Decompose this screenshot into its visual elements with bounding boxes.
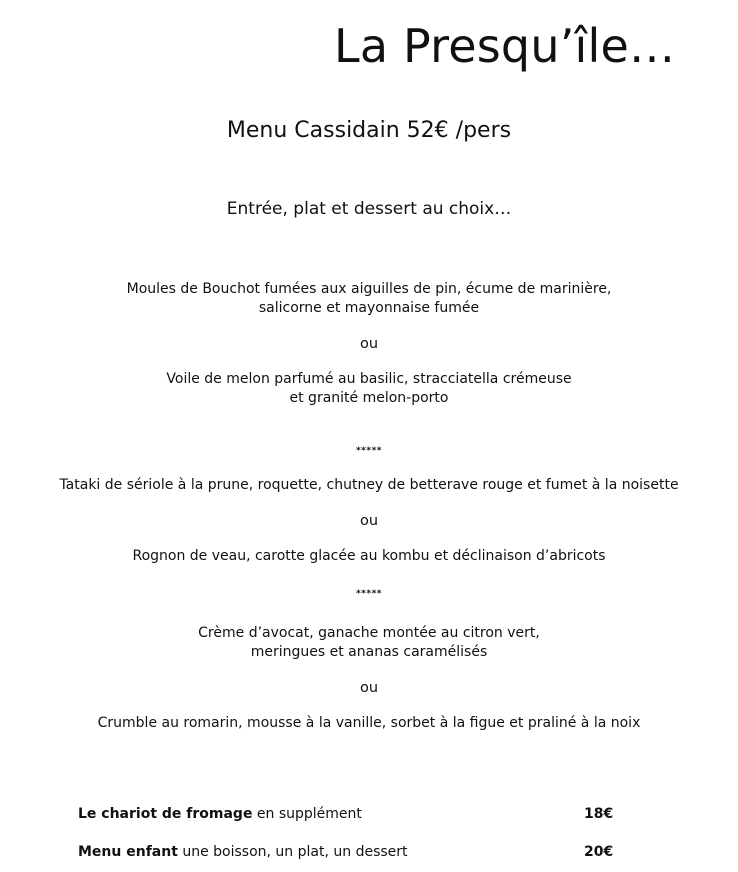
course-divider: ***** <box>355 446 383 456</box>
starter-1-line-1: Moules de Bouchot fumées aux aiguilles de pin, écume de marinière, <box>126 281 612 297</box>
supplement-price: 18€ <box>584 806 614 822</box>
starter-1-line-2: salicorne et mayonnaise fumée <box>258 300 480 316</box>
supplement-name: Menu enfant <box>78 844 178 860</box>
supplement-cheese <box>78 805 362 824</box>
menu-title: Menu Cassidain 52€ /pers <box>226 118 512 143</box>
dessert-1-line-1: Crème d’avocat, ganache montée au citron vert, <box>198 625 540 641</box>
starter-2-line-2: et granité melon-porto <box>289 390 449 406</box>
supplement-description: une boisson, un plat, un dessert <box>177 844 408 860</box>
course-divider: ***** <box>355 589 383 599</box>
menu-subtitle: Entrée, plat et dessert au choix… <box>226 199 512 219</box>
supplement-price: 20€ <box>584 844 614 860</box>
supplement-description: en supplément <box>252 806 362 822</box>
restaurant-name: La Presqu’île… <box>334 19 676 73</box>
main-1: Tataki de sériole à la prune, roquette, chutney de betterave rouge et fumet à la noisette <box>59 477 679 493</box>
main-separator: ou <box>359 513 379 529</box>
dessert-separator: ou <box>359 680 379 696</box>
main-2: Rognon de veau, carotte glacée au kombu et déclinaison d’abricots <box>132 548 606 564</box>
dessert-2: Crumble au romarin, mousse à la vanille, sorbet à la figue et praliné à la noix <box>97 715 641 731</box>
supplement-kids-menu <box>78 843 408 862</box>
starter-separator: ou <box>359 336 379 352</box>
dessert-1-line-2: meringues et ananas caramélisés <box>250 644 488 660</box>
supplement-name: Le chariot de fromage <box>78 806 253 822</box>
starter-2-line-1: Voile de melon parfumé au basilic, stracciatella crémeuse <box>166 371 572 387</box>
